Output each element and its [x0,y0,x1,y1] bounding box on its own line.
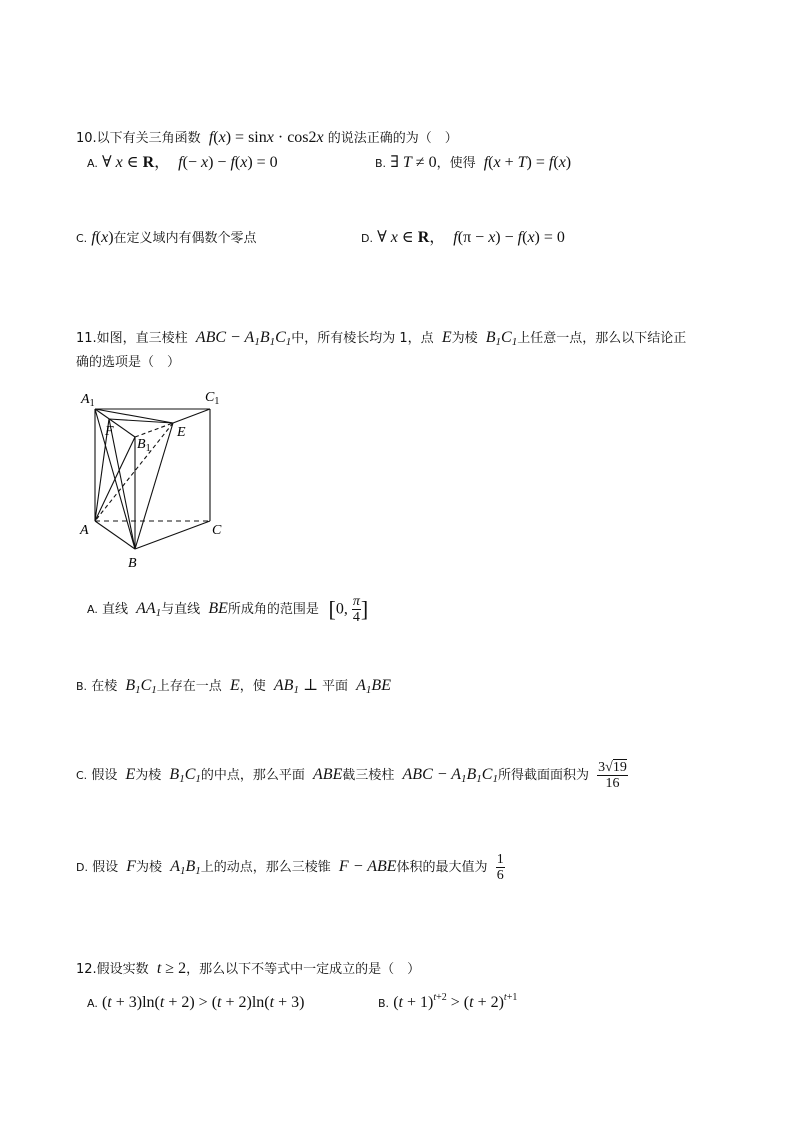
q10-option-c-text: 在定义域内有偶数个零点 [113,231,257,246]
q12-condition: t ≥ 2 [156,960,187,977]
q10-option-c-label: C. [76,232,88,245]
label-c1: $C_1$ [205,390,220,407]
label-a: A [80,523,89,538]
q11-stem-line1: 11.如图，直三棱柱 ABC − $A_1B_1C_1$中，所有棱长均为 1，点 E为棱 $B_1C_1$上任意一点，那么以下结论正 [76,329,687,348]
q11-prism-formula: ABC − $A_1B_1C_1$ [191,329,292,348]
q10-stem-prefix: 10.以下有关三角函数 [76,131,201,146]
q10-option-b-label: B. [375,157,387,170]
q11-stem-prefix: 11.如图，直三棱柱 [76,331,188,346]
q11-option-c-area: $\frac{3√19}{16}$ [598,760,627,791]
label-e: E [177,425,186,440]
q10-option-c-formula: f(x) [91,229,114,246]
q11-option-a[interactable]: A. 直线 $AA_1$与直线 BE所成角的范围是 [0, $\frac{\pi}{4}$ ] [87,594,369,625]
q11-option-b[interactable]: B. 在棱 $B_1C_1$上存在一点 E，使 $AB_1$ ⊥ 平面 $A_1BE$ [76,677,391,696]
q11-option-d-volume: $\frac{1}{6}$ [496,852,504,883]
edge-ab [95,521,135,549]
edge-bc [135,521,210,549]
prism-figure [75,385,235,575]
q11-option-a-interval: [ [323,596,336,622]
q11-stem-line2: 确的选项是（ ） [76,355,181,370]
q10-option-a-formula: ∀ x ∈ [101,154,143,171]
q12-stem: 12.假设实数 t ≥ 2，那么以下不等式中一定成立的是（ ） [76,960,421,977]
edge-c1e [173,409,210,423]
label-b: B [128,556,137,571]
q10-option-d[interactable]: D. ∀ x ∈ R， f(π − x) − f(x) = 0 [361,229,565,246]
q10-stem-suffix: 的说法正确的为（ ） [327,131,458,146]
label-a1: $A_1$ [81,392,95,409]
q10-function-formula: f [204,129,214,146]
q10-option-b-formula2: f(x + T) = f(x) [483,154,572,171]
q10-stem: 10.以下有关三角函数 f(x) = sinx · cos2x 的说法正确的为（ ） [76,129,458,146]
label-f: F [105,424,114,439]
edge-a1b1 [95,409,135,437]
q12-option-b-formula: $(t + 1)^{t+2} > (t + 2)^{t+1}$ [393,992,518,1011]
q10-option-a-label: A. [87,157,98,170]
q10-option-d-formula: ∀ x ∈ [377,229,418,246]
q11-option-d[interactable]: D. 假设 F为棱 $A_1B_1$上的动点，那么三棱锥 F − ABE体积的最大值为 $\frac{1}{6}$ [76,852,504,883]
q10-option-b-text: ，使得 [436,156,476,171]
q10-option-d-label: D. [361,232,373,245]
q12-option-a[interactable]: A. (t + 3)ln(t + 2) > (t + 2)ln(t + 3) [87,994,305,1011]
label-b1: $B_1$ [137,437,151,454]
q12-option-a-formula: (t + 3)ln(t + 2) > (t + 2)ln(t + 3) [101,994,305,1011]
q10-option-b[interactable] [375,153,571,174]
q10-option-a[interactable]: A. ∀ x ∈ R， f(− x) − f(x) = 0 [87,154,278,171]
q10-option-b-formula1: ∃ T ≠ 0 [390,154,437,171]
q11-option-c[interactable]: C. 假设 E为棱 $B_1C_1$的中点，那么平面 ABE截三棱柱 ABC − $A_1B_1C_1$所得截面面积为 $\frac{3√19}{16}$ [76,760,627,791]
label-c: C [212,523,222,538]
q12-option-b[interactable]: B. $(t + 1)^{t+2} > (t + 2)^{t+1}$ [378,992,518,1011]
q10-option-c[interactable] [76,228,257,249]
